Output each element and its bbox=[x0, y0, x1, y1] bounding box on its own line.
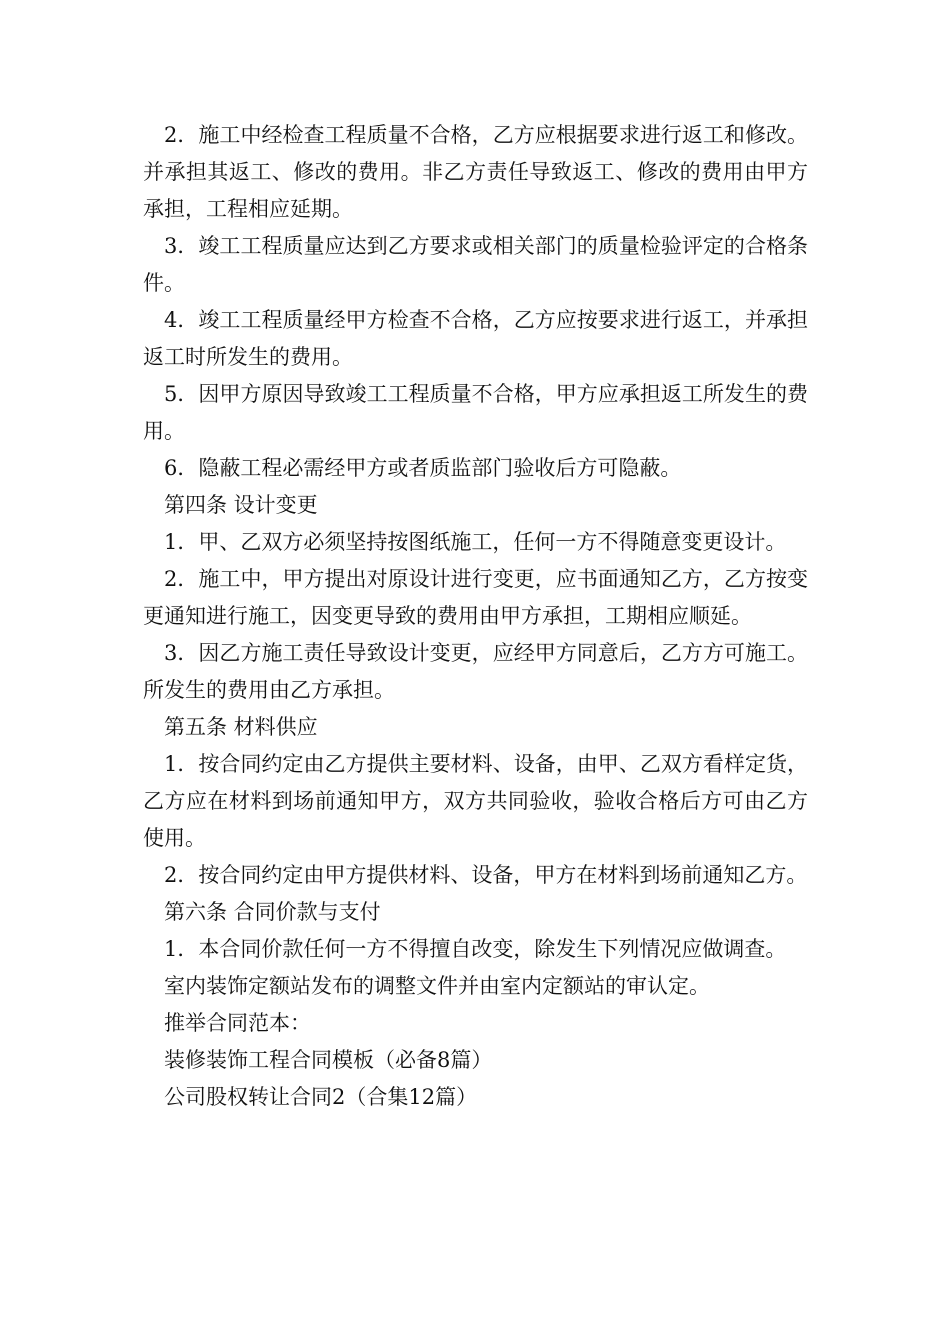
paragraph-party-a-cause: 5．因甲方原因导致竣工工程质量不合格，甲方应承担返工所发生的费用。 bbox=[143, 382, 808, 443]
paragraph-price-fixed: 1．本合同价款任何一方不得擅自改变，除发生下列情况应做调查。 bbox=[164, 937, 787, 961]
paragraph-party-a-change: 2．施工中，甲方提出对原设计进行变更，应书面通知乙方，乙方按变更通知进行施工，因变更导致的费用由甲方承担，工期相应顺延。 bbox=[143, 567, 808, 628]
paragraph-inspection-failure: 4．竣工工程质量经甲方检查不合格，乙方应按要求进行返工，并承担返工时所发生的费用。 bbox=[143, 308, 808, 369]
paragraph-party-a-materials: 2．按合同约定由甲方提供材料、设备，甲方在材料到场前通知乙方。 bbox=[164, 863, 808, 887]
paragraph-completion-quality: 3．竣工工程质量应达到乙方要求或相关部门的质量检验评定的合格条件。 bbox=[143, 234, 808, 295]
paragraph-recommended-title: 推举合同范本： bbox=[164, 1011, 311, 1035]
document-body bbox=[143, 117, 808, 1116]
section-heading-material-supply: 第五条 材料供应 bbox=[164, 715, 318, 739]
paragraph-party-b-materials: 1．按合同约定由乙方提供主要材料、设备，由甲、乙双方看样定货，乙方应在材料到场前通知甲方，双方共同验收，验收合格后方可由乙方使用。 bbox=[143, 752, 808, 850]
recommended-link-equity-transfer[interactable]: 公司股权转让合同2（合集12篇） bbox=[164, 1085, 478, 1109]
section-heading-price-payment: 第六条 合同价款与支付 bbox=[164, 900, 381, 924]
paragraph-concealed-works: 6．隐蔽工程必需经甲方或者质监部门验收后方可隐蔽。 bbox=[164, 456, 682, 480]
paragraph-quality-rework: 2．施工中经检查工程质量不合格，乙方应根据要求进行返工和修改。并承担其返工、修改的费用。非乙方责任导致返工、修改的费用由甲方承担，工程相应延期。 bbox=[143, 123, 808, 221]
paragraph-adjustment-file: 室内装饰定额站发布的调整文件并由室内定额站的审认定。 bbox=[164, 974, 710, 998]
recommended-link-decoration-contract[interactable]: 装修装饰工程合同模板（必备8篇） bbox=[164, 1048, 493, 1072]
paragraph-party-b-change: 3．因乙方施工责任导致设计变更，应经甲方同意后，乙方方可施工。所发生的费用由乙方承担。 bbox=[143, 641, 808, 702]
paragraph-follow-drawings: 1．甲、乙双方必须坚持按图纸施工，任何一方不得随意变更设计。 bbox=[164, 530, 787, 554]
section-heading-design-change: 第四条 设计变更 bbox=[164, 493, 318, 517]
